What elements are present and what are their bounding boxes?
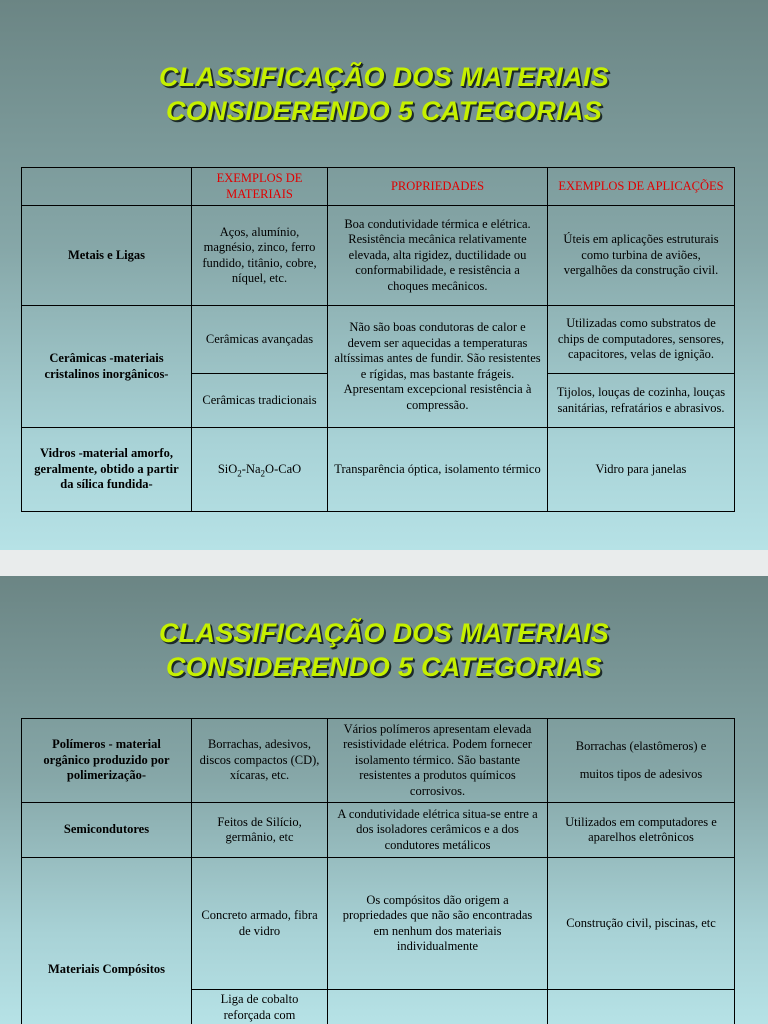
- examples-polimeros: Borrachas, adesivos, discos compactos (CD), xícaras, etc.: [192, 719, 328, 803]
- examples-compositos-b: Liga de cobalto reforçada com: [192, 990, 328, 1024]
- applications-semicondutores: Utilizados em computadores e aparelhos eletrônicos: [548, 803, 735, 858]
- table-row-ceramicas-a: [22, 306, 735, 374]
- formula-part-1: SiO: [217, 461, 238, 476]
- applications-ceramicas-tradicionais: Tijolos, louças de cozinha, louças sanitárias, refratários e abrasivos.: [548, 374, 735, 428]
- examples-compositos-a: Concreto armado, fibra de vidro: [192, 858, 328, 990]
- table-row-polimeros: [22, 719, 735, 803]
- properties-polimeros: Vários polímeros apresentam elevada resistividade elétrica. Podem fornecer isolamento térmico. São bastante resistentes a produtos químicos corrosivos.: [328, 719, 548, 803]
- table-row-semicondutores: [22, 803, 735, 858]
- header-category: [22, 168, 192, 206]
- applications-vidros: Vidro para janelas: [548, 428, 735, 512]
- slide-2-title: [0, 616, 768, 684]
- header-row: [22, 168, 735, 206]
- examples-metais: Aços, alumínio, magnésio, zinco, ferro fundido, titânio, cobre, níquel, etc.: [192, 206, 328, 306]
- examples-semicondutores: Feitos de Silício, germânio, etc: [192, 803, 328, 858]
- title-line-1: CLASSIFICAÇÃO DOS MATERIAIS: [158, 618, 610, 648]
- materials-table-2: [21, 718, 735, 1024]
- formula-part-3: O-CaO: [265, 461, 302, 476]
- applications-compositos: Construção civil, piscinas, etc: [548, 858, 735, 990]
- header-properties: PROPRIEDADES: [328, 168, 548, 206]
- examples-ceramicas-avancadas: Cerâmicas avançadas: [192, 306, 328, 374]
- properties-vidros: Transparência óptica, isolamento térmico: [328, 428, 548, 512]
- category-ceramicas: Cerâmicas -materiais cristalinos inorgânicos-: [22, 306, 192, 428]
- applications-polimeros: [548, 719, 735, 803]
- category-semicondutores: Semicondutores: [22, 803, 192, 858]
- formula-sub-1: 2: [237, 468, 242, 479]
- applications-compositos-b: [548, 990, 735, 1024]
- slide-1-title: [0, 60, 768, 128]
- header-applications: EXEMPLOS DE APLICAÇÕES: [548, 168, 735, 206]
- applications-polimeros-line-2: muitos tipos de adesivos: [579, 766, 703, 781]
- category-compositos: Materiais Compósitos: [22, 858, 192, 1024]
- properties-metais: Boa condutividade térmica e elétrica. Resistência mecânica relativamente elevada, alta rigidez, ductilidade ou conformabilidade, e resistência a choques mecânicos.: [328, 206, 548, 306]
- examples-ceramicas-tradicionais: Cerâmicas tradicionais: [192, 374, 328, 428]
- title-line-2: CONSIDERENDO 5 CATEGORIAS: [165, 96, 603, 126]
- table-row-compositos-a: [22, 858, 735, 990]
- category-polimeros: Polímeros - material orgânico produzido por polimerização-: [22, 719, 192, 803]
- properties-semicondutores: A condutividade elétrica situa-se entre a dos isoladores cerâmicos e a dos condutores metálicos: [328, 803, 548, 858]
- formula-sub-2: 2: [260, 468, 266, 479]
- formula-part-2: -Na: [241, 461, 261, 476]
- slide-2: [0, 576, 768, 1024]
- header-examples: EXEMPLOS DE MATERIAIS: [192, 168, 328, 206]
- applications-ceramicas-avancadas: Utilizadas como substratos de chips de computadores, sensores, capacitores, velas de ignição.: [548, 306, 735, 374]
- examples-vidros: [192, 428, 328, 512]
- table-row-metais: [22, 206, 735, 306]
- properties-ceramicas: Não são boas condutoras de calor e devem ser aquecidas a temperaturas altíssimas antes de fundir. São resistentes e rígidas, mas bastante frágeis. Apresentam excepcional resistência à compressão.: [328, 306, 548, 428]
- category-vidros: Vidros -material amorfo, geralmente, obtido a partir da sílica fundida-: [22, 428, 192, 512]
- category-metais: Metais e Ligas: [22, 206, 192, 306]
- table-row-vidros: [22, 428, 735, 512]
- materials-table-1: [21, 167, 735, 512]
- applications-metais: Úteis em aplicações estruturais como turbina de aviões, vergalhões da construção civil.: [548, 206, 735, 306]
- properties-compositos-b: [328, 990, 548, 1024]
- applications-polimeros-line-1: Borrachas (elastômeros) e: [575, 739, 707, 753]
- title-line-2: CONSIDERENDO 5 CATEGORIAS: [165, 652, 603, 682]
- properties-compositos: Os compósitos dão origem a propriedades que não são encontradas em nenhum dos materiais individualmente: [328, 858, 548, 990]
- title-line-1: CLASSIFICAÇÃO DOS MATERIAIS: [158, 62, 610, 92]
